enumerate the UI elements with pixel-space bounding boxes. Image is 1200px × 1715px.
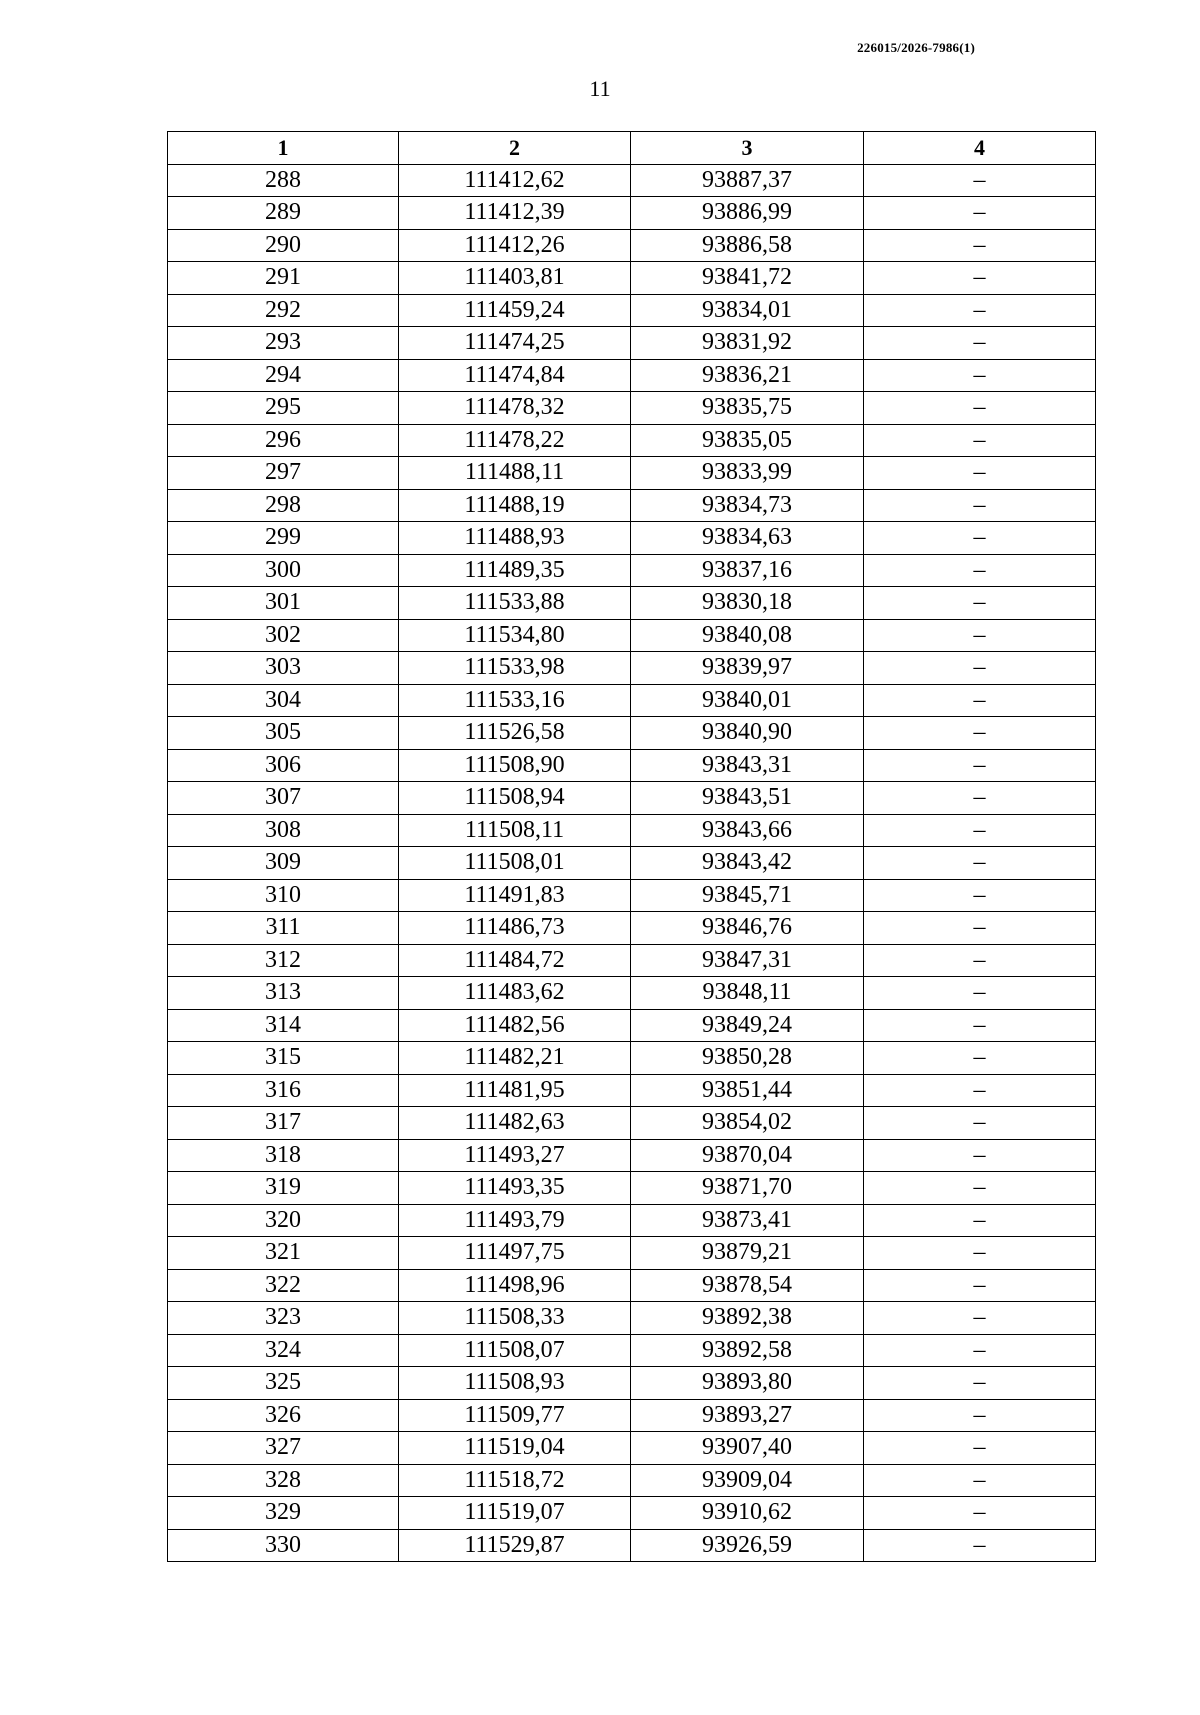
table-row: [168, 717, 1096, 750]
point-number-cell: 307: [168, 782, 399, 815]
column-4-cell: –: [864, 847, 1096, 880]
table-body: [168, 164, 1096, 1562]
column-4-cell: –: [864, 1399, 1096, 1432]
coordinate-x-cell: 111508,90: [399, 749, 631, 782]
coordinate-x-cell: 111497,75: [399, 1237, 631, 1270]
column-4-cell: –: [864, 554, 1096, 587]
coordinate-x-cell: 111533,88: [399, 587, 631, 620]
column-4-cell: –: [864, 944, 1096, 977]
table-row: [168, 392, 1096, 425]
column-4-cell: –: [864, 587, 1096, 620]
coordinate-x-cell: 111486,73: [399, 912, 631, 945]
coordinate-x-cell: 111483,62: [399, 977, 631, 1010]
point-number-cell: 314: [168, 1009, 399, 1042]
coordinate-x-cell: 111508,01: [399, 847, 631, 880]
coordinate-y-cell: 93840,01: [631, 684, 864, 717]
coordinate-y-cell: 93873,41: [631, 1204, 864, 1237]
point-number-cell: 290: [168, 229, 399, 262]
point-number-cell: 296: [168, 424, 399, 457]
column-4-cell: –: [864, 229, 1096, 262]
coordinate-y-cell: 93834,01: [631, 294, 864, 327]
column-4-cell: –: [864, 1334, 1096, 1367]
point-number-cell: 316: [168, 1074, 399, 1107]
coordinate-y-cell: 93854,02: [631, 1107, 864, 1140]
column-4-cell: –: [864, 1302, 1096, 1335]
coordinate-x-cell: 111484,72: [399, 944, 631, 977]
point-number-cell: 288: [168, 164, 399, 197]
table-row: [168, 1497, 1096, 1530]
table-header-row: [168, 132, 1096, 165]
coordinate-y-cell: 93892,38: [631, 1302, 864, 1335]
coordinate-x-cell: 111493,27: [399, 1139, 631, 1172]
coordinate-x-cell: 111519,04: [399, 1432, 631, 1465]
point-number-cell: 324: [168, 1334, 399, 1367]
table-row: [168, 1074, 1096, 1107]
point-number-cell: 305: [168, 717, 399, 750]
coordinate-y-cell: 93886,99: [631, 197, 864, 230]
point-number-cell: 303: [168, 652, 399, 685]
table-row: [168, 1042, 1096, 1075]
coordinate-y-cell: 93833,99: [631, 457, 864, 490]
column-4-cell: –: [864, 164, 1096, 197]
point-number-cell: 295: [168, 392, 399, 425]
point-number-cell: 323: [168, 1302, 399, 1335]
table-row: [168, 1107, 1096, 1140]
coordinate-x-cell: 111488,11: [399, 457, 631, 490]
table-row: [168, 197, 1096, 230]
coordinate-x-cell: 111474,25: [399, 327, 631, 360]
point-number-cell: 318: [168, 1139, 399, 1172]
coordinate-y-cell: 93845,71: [631, 879, 864, 912]
point-number-cell: 322: [168, 1269, 399, 1302]
column-4-cell: –: [864, 1172, 1096, 1205]
coordinate-y-cell: 93834,73: [631, 489, 864, 522]
table-row: [168, 619, 1096, 652]
column-4-cell: –: [864, 1497, 1096, 1530]
table-row: [168, 1302, 1096, 1335]
coordinate-x-cell: 111482,56: [399, 1009, 631, 1042]
point-number-cell: 300: [168, 554, 399, 587]
coordinate-y-cell: 93879,21: [631, 1237, 864, 1270]
table-row: [168, 782, 1096, 815]
coordinate-y-cell: 93835,05: [631, 424, 864, 457]
table-row: [168, 587, 1096, 620]
coordinate-x-cell: 111508,11: [399, 814, 631, 847]
coordinate-y-cell: 93926,59: [631, 1529, 864, 1562]
coordinate-y-cell: 93847,31: [631, 944, 864, 977]
column-4-cell: –: [864, 392, 1096, 425]
table-row: [168, 1334, 1096, 1367]
point-number-cell: 299: [168, 522, 399, 555]
coordinate-x-cell: 111508,93: [399, 1367, 631, 1400]
coordinate-y-cell: 93886,58: [631, 229, 864, 262]
table-row: [168, 1464, 1096, 1497]
column-4-cell: –: [864, 1529, 1096, 1562]
coordinate-x-cell: 111403,81: [399, 262, 631, 295]
coordinate-x-cell: 111412,39: [399, 197, 631, 230]
coordinate-x-cell: 111474,84: [399, 359, 631, 392]
coordinate-y-cell: 93836,21: [631, 359, 864, 392]
point-number-cell: 306: [168, 749, 399, 782]
coordinate-y-cell: 93843,66: [631, 814, 864, 847]
coordinate-y-cell: 93850,28: [631, 1042, 864, 1075]
column-header-4: 4: [864, 132, 1096, 165]
table-row: [168, 327, 1096, 360]
column-4-cell: –: [864, 197, 1096, 230]
table-row: [168, 847, 1096, 880]
table-row: [168, 879, 1096, 912]
column-4-cell: –: [864, 814, 1096, 847]
coordinate-y-cell: 93841,72: [631, 262, 864, 295]
point-number-cell: 310: [168, 879, 399, 912]
point-number-cell: 319: [168, 1172, 399, 1205]
column-4-cell: –: [864, 359, 1096, 392]
coordinate-x-cell: 111508,33: [399, 1302, 631, 1335]
column-4-cell: –: [864, 1367, 1096, 1400]
table-row: [168, 652, 1096, 685]
coordinate-y-cell: 93893,80: [631, 1367, 864, 1400]
column-header-2: 2: [399, 132, 631, 165]
table-row: [168, 489, 1096, 522]
point-number-cell: 329: [168, 1497, 399, 1530]
coordinate-x-cell: 111519,07: [399, 1497, 631, 1530]
coordinate-y-cell: 93892,58: [631, 1334, 864, 1367]
column-header-1: 1: [168, 132, 399, 165]
table-row: [168, 749, 1096, 782]
coordinate-x-cell: 111533,98: [399, 652, 631, 685]
point-number-cell: 325: [168, 1367, 399, 1400]
point-number-cell: 327: [168, 1432, 399, 1465]
table-row: [168, 1399, 1096, 1432]
coordinate-x-cell: 111491,83: [399, 879, 631, 912]
table-row: [168, 522, 1096, 555]
column-4-cell: –: [864, 327, 1096, 360]
coordinate-x-cell: 111459,24: [399, 294, 631, 327]
coordinate-x-cell: 111526,58: [399, 717, 631, 750]
table-row: [168, 1367, 1096, 1400]
column-4-cell: –: [864, 1009, 1096, 1042]
table-row: [168, 1529, 1096, 1562]
column-4-cell: –: [864, 749, 1096, 782]
table-row: [168, 1009, 1096, 1042]
coordinate-x-cell: 111482,21: [399, 1042, 631, 1075]
coordinate-x-cell: 111508,07: [399, 1334, 631, 1367]
table-row: [168, 1172, 1096, 1205]
coordinate-y-cell: 93871,70: [631, 1172, 864, 1205]
table-row: [168, 912, 1096, 945]
table-row: [168, 262, 1096, 295]
point-number-cell: 328: [168, 1464, 399, 1497]
point-number-cell: 317: [168, 1107, 399, 1140]
coordinate-x-cell: 111498,96: [399, 1269, 631, 1302]
table-row: [168, 359, 1096, 392]
column-4-cell: –: [864, 489, 1096, 522]
point-number-cell: 301: [168, 587, 399, 620]
column-4-cell: –: [864, 1464, 1096, 1497]
coordinate-x-cell: 111478,22: [399, 424, 631, 457]
column-4-cell: –: [864, 782, 1096, 815]
coordinate-y-cell: 93843,42: [631, 847, 864, 880]
table-row: [168, 294, 1096, 327]
column-4-cell: –: [864, 1204, 1096, 1237]
point-number-cell: 298: [168, 489, 399, 522]
table-row: [168, 1269, 1096, 1302]
coordinate-y-cell: 93843,31: [631, 749, 864, 782]
point-number-cell: 289: [168, 197, 399, 230]
coordinate-y-cell: 93848,11: [631, 977, 864, 1010]
table-row: [168, 457, 1096, 490]
point-number-cell: 330: [168, 1529, 399, 1562]
coordinate-x-cell: 111478,32: [399, 392, 631, 425]
page-number: 11: [589, 76, 611, 101]
column-4-cell: –: [864, 1432, 1096, 1465]
point-number-cell: 312: [168, 944, 399, 977]
table-row: [168, 424, 1096, 457]
coordinate-x-cell: 111533,16: [399, 684, 631, 717]
coordinates-table: [167, 131, 1096, 1562]
coordinate-y-cell: 93851,44: [631, 1074, 864, 1107]
point-number-cell: 304: [168, 684, 399, 717]
coordinate-y-cell: 93893,27: [631, 1399, 864, 1432]
coordinate-x-cell: 111489,35: [399, 554, 631, 587]
table-row: [168, 814, 1096, 847]
table-row: [168, 554, 1096, 587]
coordinate-y-cell: 93837,16: [631, 554, 864, 587]
coordinate-y-cell: 93909,04: [631, 1464, 864, 1497]
coordinate-x-cell: 111482,63: [399, 1107, 631, 1140]
column-4-cell: –: [864, 1139, 1096, 1172]
table-row: [168, 229, 1096, 262]
point-number-cell: 320: [168, 1204, 399, 1237]
column-4-cell: –: [864, 879, 1096, 912]
table-row: [168, 1204, 1096, 1237]
column-4-cell: –: [864, 1269, 1096, 1302]
table-row: [168, 1139, 1096, 1172]
point-number-cell: 326: [168, 1399, 399, 1432]
point-number-cell: 309: [168, 847, 399, 880]
table-row: [168, 977, 1096, 1010]
coordinate-y-cell: 93907,40: [631, 1432, 864, 1465]
coordinate-x-cell: 111412,26: [399, 229, 631, 262]
column-4-cell: –: [864, 912, 1096, 945]
coordinate-x-cell: 111508,94: [399, 782, 631, 815]
column-4-cell: –: [864, 619, 1096, 652]
column-4-cell: –: [864, 1074, 1096, 1107]
column-4-cell: –: [864, 717, 1096, 750]
coordinate-y-cell: 93870,04: [631, 1139, 864, 1172]
coordinate-y-cell: 93831,92: [631, 327, 864, 360]
coordinate-y-cell: 93878,54: [631, 1269, 864, 1302]
coordinate-y-cell: 93887,37: [631, 164, 864, 197]
coordinate-y-cell: 93849,24: [631, 1009, 864, 1042]
coordinate-x-cell: 111488,19: [399, 489, 631, 522]
coordinate-y-cell: 93830,18: [631, 587, 864, 620]
coordinate-y-cell: 93910,62: [631, 1497, 864, 1530]
column-4-cell: –: [864, 652, 1096, 685]
table-row: [168, 1432, 1096, 1465]
table-row: [168, 1237, 1096, 1270]
column-4-cell: –: [864, 294, 1096, 327]
column-4-cell: –: [864, 1237, 1096, 1270]
coordinate-y-cell: 93840,08: [631, 619, 864, 652]
column-4-cell: –: [864, 522, 1096, 555]
point-number-cell: 315: [168, 1042, 399, 1075]
coordinate-y-cell: 93846,76: [631, 912, 864, 945]
coordinate-y-cell: 93839,97: [631, 652, 864, 685]
point-number-cell: 291: [168, 262, 399, 295]
point-number-cell: 293: [168, 327, 399, 360]
column-header-3: 3: [631, 132, 864, 165]
column-4-cell: –: [864, 262, 1096, 295]
coordinate-x-cell: 111518,72: [399, 1464, 631, 1497]
coordinate-x-cell: 111493,79: [399, 1204, 631, 1237]
coordinate-y-cell: 93834,63: [631, 522, 864, 555]
coordinate-x-cell: 111488,93: [399, 522, 631, 555]
column-4-cell: –: [864, 977, 1096, 1010]
column-4-cell: –: [864, 1042, 1096, 1075]
coordinate-y-cell: 93843,51: [631, 782, 864, 815]
point-number-cell: 302: [168, 619, 399, 652]
coordinate-x-cell: 111529,87: [399, 1529, 631, 1562]
point-number-cell: 292: [168, 294, 399, 327]
point-number-cell: 294: [168, 359, 399, 392]
coordinate-y-cell: 93835,75: [631, 392, 864, 425]
point-number-cell: 311: [168, 912, 399, 945]
coordinate-x-cell: 111534,80: [399, 619, 631, 652]
table-row: [168, 684, 1096, 717]
table-row: [168, 944, 1096, 977]
coordinate-x-cell: 111481,95: [399, 1074, 631, 1107]
point-number-cell: 313: [168, 977, 399, 1010]
coordinate-x-cell: 111412,62: [399, 164, 631, 197]
column-4-cell: –: [864, 1107, 1096, 1140]
coordinate-y-cell: 93840,90: [631, 717, 864, 750]
coordinate-x-cell: 111493,35: [399, 1172, 631, 1205]
document-code: 226015/2026-7986(1): [857, 40, 975, 55]
column-4-cell: –: [864, 424, 1096, 457]
coordinate-x-cell: 111509,77: [399, 1399, 631, 1432]
column-4-cell: –: [864, 457, 1096, 490]
point-number-cell: 297: [168, 457, 399, 490]
table-row: [168, 164, 1096, 197]
point-number-cell: 321: [168, 1237, 399, 1270]
column-4-cell: –: [864, 684, 1096, 717]
point-number-cell: 308: [168, 814, 399, 847]
